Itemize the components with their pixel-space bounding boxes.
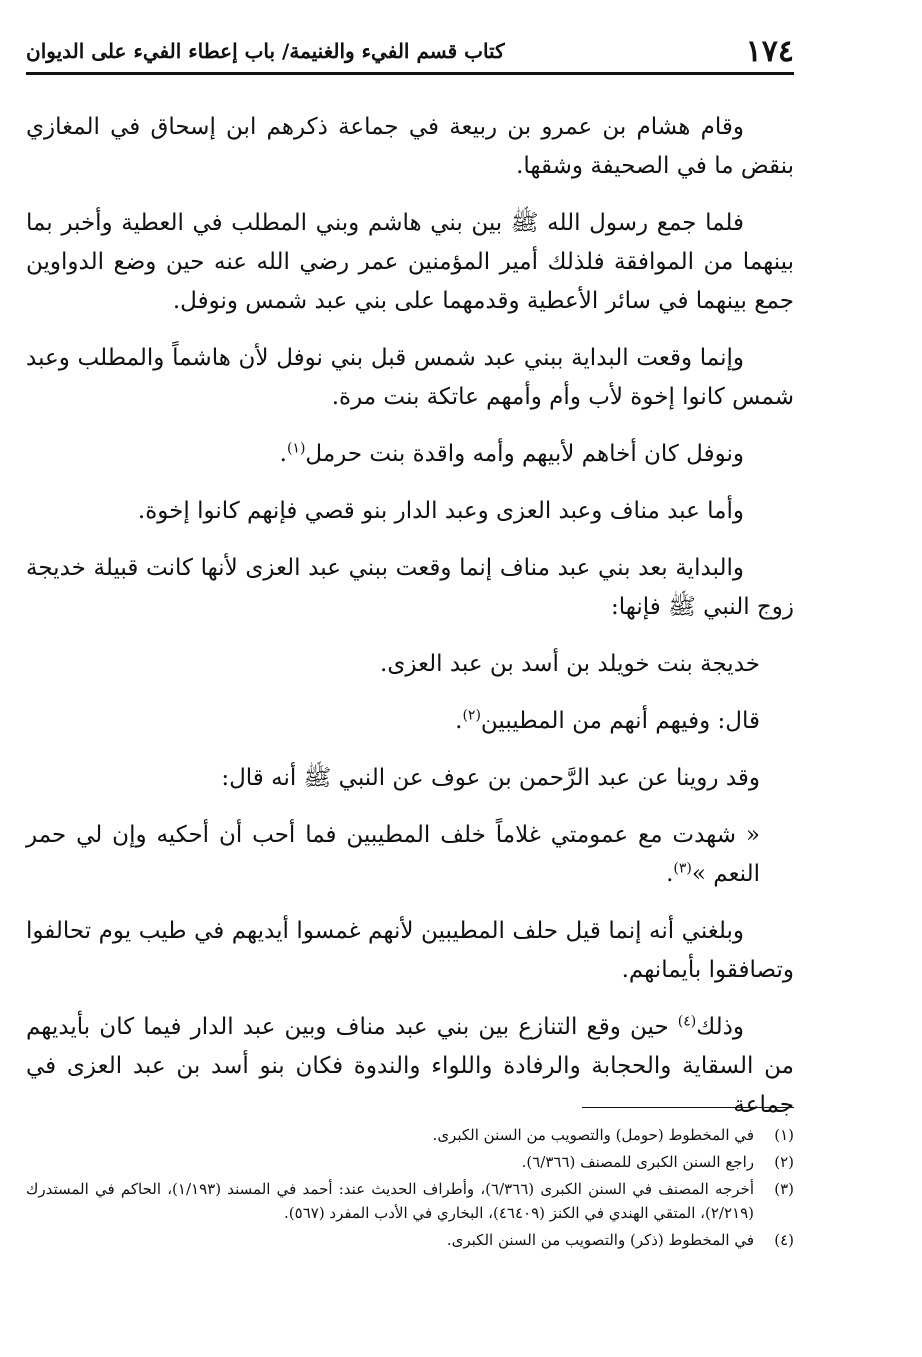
page-number: ١٧٤ — [745, 33, 794, 69]
paragraph: ونوفل كان أخاهم لأبيهم وأمه واقدة بنت حرمل$^{(١)}$. — [279, 440, 744, 467]
paragraph: وذلك$^{(٤)}$ حين وقع التنازع بين بني عبد مناف وبين عبد الدار فيما كان بأيديهم من السقاية والحجابة والرفادة واللواء والندوة فكان بنو أسد بن عبد العزى في جماعة — [26, 1013, 794, 1118]
footnote-separator — [582, 1107, 794, 1108]
footnote-text: راجع السنن الكبرى للمصنف (٦/٣٦٦). — [521, 1153, 754, 1171]
paragraph: فلما جمع رسول الله ﷺ بين بني هاشم وبني المطلب في العطية وأخبر بما بينهما من الموافقة فلذلك أمير المؤمنين عمر رضي الله عنه حين وضع الدواوين جمع بينهما في سائر الأعطية وقدمهما على بني عبد شمس ونوفل. — [26, 210, 794, 314]
footnote-text: في المخطوط (ذكر) والتصويب من السنن الكبرى. — [446, 1231, 754, 1249]
footnote-number: (٣) — [774, 1180, 794, 1198]
paragraph: قال: وفيهم أنهم من المطيبين$^{(٢)}$. — [455, 707, 760, 734]
paragraph: وقد روينا عن عبد الرَّحمن بن عوف عن النبي ﷺ أنه قال: — [221, 765, 760, 791]
header-rule — [26, 72, 794, 75]
footnote-text: في المخطوط (حومل) والتصويب من السنن الكبرى. — [432, 1126, 754, 1144]
footnote — [26, 1177, 794, 1225]
paragraph: وإنما وقعت البداية ببني عبد شمس قبل بني نوفل لأن هاشماً والمطلب وعبد شمس كانوا إخوة لأب وأم وأمهم عاتكة بنت مرة. — [26, 345, 794, 410]
book-page — [26, 28, 794, 1328]
paragraph: وبلغني أنه إنما قيل حلف المطيبين لأنهم غمسوا أيديهم في طيب يوم تحالفوا وتصافقوا بأيمانهم. — [26, 918, 794, 983]
footnote — [26, 1228, 794, 1252]
footnote-ref[interactable]: (١) — [286, 440, 306, 457]
footnote-ref[interactable]: (٣) — [673, 860, 692, 877]
footnote-ref[interactable]: (٤) — [677, 1013, 697, 1030]
footnote — [26, 1150, 794, 1174]
footnote-ref[interactable]: (٢) — [462, 707, 481, 724]
footnote-number: (٤) — [774, 1231, 794, 1249]
footnote — [26, 1123, 794, 1147]
page-header — [26, 28, 794, 74]
paragraph: والبداية بعد بني عبد مناف إنما وقعت ببني عبد العزى لأنها كانت قبيلة خديجة زوج النبي ﷺ فإنها: — [26, 555, 794, 620]
running-title: كتاب قسم الفيء والغنيمة/ باب إعطاء الفيء على الديوان — [26, 39, 505, 63]
hadith-quote: « شهدت مع عمومتي غلاماً خلف المطيبين فما أحب أن أحكيه وإن لي حمر النعم »$^{(٣)}$. — [26, 822, 760, 887]
paragraph: وأما عبد مناف وعبد العزى وعبد الدار بنو قصي فإنهم كانوا إخوة. — [137, 498, 744, 524]
footnote-number: (٢) — [774, 1153, 794, 1171]
footnote-text: أخرجه المصنف في السنن الكبرى (٦/٣٦٦)، وأطراف الحديث عند: أحمد في المسند (١/١٩٣)، الحاكم في المستدرك (٢/٢١٩)، المتقي الهندي في الكنز (٤٦٤٠٩)، البخاري في الأدب المفرد (٥٦٧). — [26, 1180, 755, 1222]
paragraph: وقام هشام بن عمرو بن ربيعة في جماعة ذكرهم ابن إسحاق في المغازي بنقض ما في الصحيفة وشقها. — [26, 114, 794, 179]
main-text — [26, 108, 794, 1143]
footnote-number: (١) — [774, 1126, 794, 1144]
lineage-line: خديجة بنت خويلد بن أسد بن عبد العزى. — [380, 651, 760, 677]
footnotes — [26, 1123, 794, 1255]
